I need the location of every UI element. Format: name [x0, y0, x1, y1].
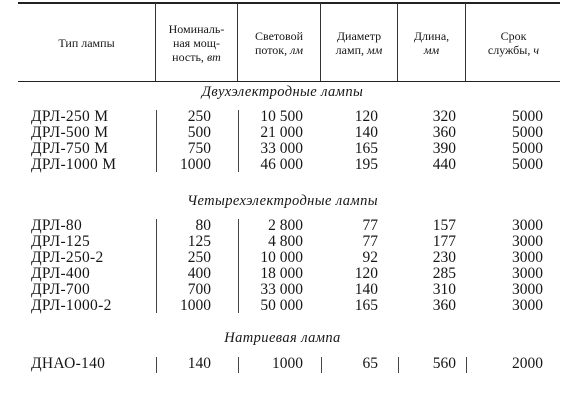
lamp-name: ДРЛ-700	[31, 281, 91, 298]
lamp-service-life: 3000	[512, 249, 543, 266]
header-power-unit: вт	[206, 49, 221, 64]
lamp-length: 157	[432, 217, 456, 234]
lamp-power: 1000	[180, 156, 211, 173]
section-title: Четырехэлектродные лампы	[187, 193, 378, 209]
header-flux-line1: Световой	[254, 28, 303, 43]
lamp-name: ДРЛ-1000-2	[31, 297, 112, 314]
lamp-name: ДРЛ-125	[31, 233, 91, 250]
header-service-life-unit: ч	[533, 42, 540, 57]
lamp-service-life: 2000	[512, 355, 543, 372]
header-flux-unit: лм	[290, 42, 304, 57]
header-diameter-label	[336, 29, 383, 57]
header-power-text: ность,	[172, 49, 207, 64]
lamp-power: 125	[187, 233, 211, 250]
lamp-service-life: 5000	[512, 124, 543, 141]
header-diameter	[321, 4, 397, 81]
header-service-life	[466, 4, 561, 81]
table-row	[0, 266, 565, 282]
lamp-diameter: 77	[362, 217, 378, 234]
table-row	[0, 298, 565, 314]
header-service-life-line1: Срок	[500, 28, 527, 43]
lamp-service-life: 3000	[512, 297, 543, 314]
lamp-service-life: 3000	[512, 265, 543, 282]
header-bottom-rule	[18, 81, 560, 82]
header-lamp-type	[18, 4, 155, 81]
header-length-unit: мм	[423, 42, 440, 57]
lamp-length: 360	[432, 124, 456, 141]
table-row	[0, 141, 565, 157]
column-separator	[156, 357, 157, 373]
lamp-length: 560	[432, 355, 456, 372]
lamp-power: 250	[187, 108, 211, 125]
column-separator	[156, 219, 157, 313]
lamp-flux: 18 000	[260, 265, 303, 282]
lamp-name: ДРЛ-80	[31, 217, 83, 234]
table-row	[0, 218, 565, 234]
lamp-length: 177	[432, 233, 456, 250]
lamp-power: 400	[187, 265, 211, 282]
lamp-length: 360	[432, 297, 456, 314]
lamp-power: 1000	[180, 297, 211, 314]
lamp-length: 310	[432, 281, 456, 298]
header-power-line1: Номиналь-	[168, 21, 225, 36]
lamp-name: ДРЛ-400	[31, 265, 91, 282]
header-power-label	[169, 22, 225, 64]
table-row	[0, 356, 565, 372]
lamp-power: 750	[187, 140, 211, 157]
lamp-power: 700	[187, 281, 211, 298]
lamp-diameter: 120	[354, 108, 378, 125]
column-separator	[238, 219, 239, 313]
lamp-name: ДНАО-140	[31, 355, 106, 372]
lamp-diameter: 65	[362, 355, 378, 372]
lamp-name: ДРЛ-1000 М	[31, 156, 117, 173]
lamp-diameter: 195	[354, 156, 378, 173]
header-power-line2: ная мощ-	[172, 35, 221, 50]
lamp-flux: 10 500	[260, 108, 303, 125]
lamp-flux: 50 000	[260, 297, 303, 314]
lamp-diameter: 140	[354, 124, 378, 141]
lamp-diameter: 120	[354, 265, 378, 282]
lamp-flux: 33 000	[260, 140, 303, 157]
lamp-power: 500	[187, 124, 211, 141]
lamp-service-life: 5000	[512, 156, 543, 173]
header-service-life-line2	[488, 43, 539, 57]
header-service-life-text: службы,	[487, 42, 534, 57]
section-title: Натриевая лампа	[224, 330, 341, 346]
column-separator	[238, 357, 239, 373]
lamp-service-life: 3000	[512, 281, 543, 298]
header-power	[156, 4, 237, 81]
lamp-flux: 33 000	[260, 281, 303, 298]
column-separator	[321, 357, 322, 373]
header-flux-label	[255, 29, 303, 57]
lamp-diameter: 165	[354, 297, 378, 314]
lamp-name: ДРЛ-250 М	[31, 108, 109, 125]
lamp-name: ДРЛ-500 М	[31, 124, 109, 141]
lamp-service-life: 3000	[512, 233, 543, 250]
section-title: Двухэлектродные лампы	[201, 84, 364, 100]
lamp-service-life: 5000	[512, 140, 543, 157]
lamp-flux: 4 800	[268, 233, 303, 250]
header-diameter-line2	[336, 43, 383, 57]
header-diameter-text: ламп,	[335, 42, 367, 57]
lamp-diameter: 77	[362, 233, 378, 250]
lamp-flux: 1000	[272, 355, 303, 372]
lamp-flux: 46 000	[260, 156, 303, 173]
lamp-name: ДРЛ-250-2	[31, 249, 104, 266]
lamp-power: 250	[187, 249, 211, 266]
lamp-length: 390	[432, 140, 456, 157]
table-row	[0, 125, 565, 141]
lamp-diameter: 92	[362, 249, 378, 266]
header-length	[398, 4, 465, 81]
header-lamp-type-label: Тип лампы	[58, 35, 115, 50]
lamp-flux: 2 800	[268, 217, 303, 234]
lamp-service-life: 3000	[512, 217, 543, 234]
lamp-name: ДРЛ-750 М	[31, 140, 109, 157]
header-length-label	[414, 29, 449, 57]
table-row	[0, 282, 565, 298]
table-row	[0, 157, 565, 173]
header-length-line1: Длина,	[413, 28, 450, 43]
column-separator	[238, 110, 239, 172]
lamp-length: 320	[432, 108, 456, 125]
lamp-flux: 10 000	[260, 249, 303, 266]
table-row	[0, 109, 565, 125]
column-separator	[398, 357, 399, 373]
lamp-diameter: 165	[354, 140, 378, 157]
lamp-power: 80	[195, 217, 211, 234]
lamp-length: 285	[432, 265, 456, 282]
header-service-life-label	[488, 29, 539, 57]
header-flux	[238, 4, 320, 81]
header-power-line3	[169, 50, 225, 64]
table-row	[0, 234, 565, 250]
header-flux-text: поток,	[254, 42, 291, 57]
lamp-diameter: 140	[354, 281, 378, 298]
column-separator	[156, 110, 157, 172]
header-flux-line2	[255, 43, 303, 57]
lamp-length: 440	[432, 156, 456, 173]
table-row	[0, 250, 565, 266]
lamp-power: 140	[187, 355, 211, 372]
header-diameter-unit: мм	[367, 42, 383, 57]
lamp-length: 230	[432, 249, 456, 266]
lamp-service-life: 5000	[512, 108, 543, 125]
column-separator	[466, 357, 467, 373]
header-diameter-line1: Диаметр	[336, 28, 382, 43]
lamp-flux: 21 000	[260, 124, 303, 141]
